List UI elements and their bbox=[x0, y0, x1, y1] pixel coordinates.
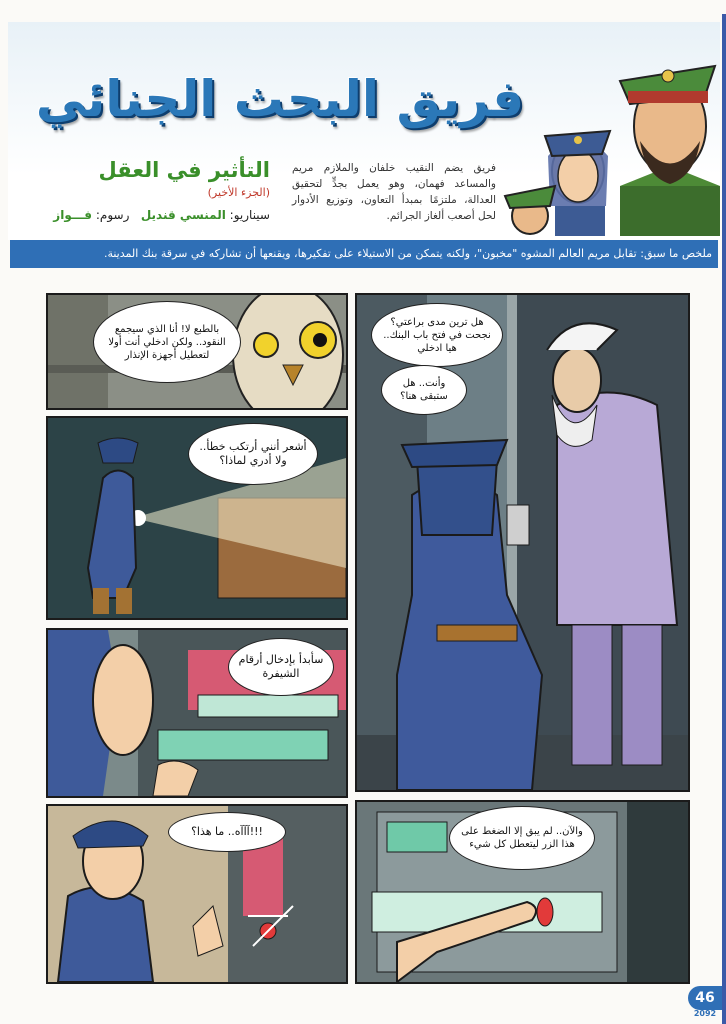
team-characters-illustration bbox=[500, 36, 720, 236]
credits-script-label: سيناريو: bbox=[229, 208, 270, 222]
speech-bubble-5: سأبدأ بإدخال أرقام الشيفرة bbox=[228, 638, 334, 696]
part-label: (الجزء الأخير) bbox=[207, 186, 270, 199]
issue-number: 2092 bbox=[693, 1009, 717, 1018]
speech-bubble-1: بالطبع لا! أنا الذي سيجمع النقود.. ولكن ادخلي أنت أولا لتعطيل أجهزة الإنذار bbox=[93, 301, 241, 383]
story-title: التأثير في العقل bbox=[98, 158, 270, 182]
team-intro-text: فريق يضم النقيب خلفان والملازم مريم والمساعد فهمان، وهو يعمل بجدٍّ لتحقيق العدالة، ملتزمًا بمبدأ التعاون، وتوزيع الأدوار لحل أصعب ألغاز الجرائم. bbox=[292, 162, 496, 222]
comic-panel-1 bbox=[46, 293, 348, 410]
credits-art-name: فـــواز bbox=[53, 208, 93, 222]
credits bbox=[40, 208, 270, 222]
speech-bubble-4: أشعر أنني أرتكب خطأ.. ولا أدري لماذا؟ bbox=[188, 423, 318, 485]
comic-panel-4 bbox=[46, 628, 348, 798]
speech-bubble-2: هل ترين مدى براعتي؟ نجحت في فتح باب البنك.. هيا ادخلي bbox=[371, 303, 503, 367]
comic-panel-3 bbox=[46, 416, 348, 620]
credits-art-label: رسوم: bbox=[95, 208, 130, 222]
comic-panel-2 bbox=[355, 293, 690, 792]
speech-bubble-6: !!!آآآه.. ما هذا؟ bbox=[168, 812, 286, 852]
series-title: فريق البحث الجنائي bbox=[35, 70, 525, 128]
credits-script-name: المنسي قنديل bbox=[140, 208, 226, 222]
speech-bubble-7: والآن.. لم يبق إلا الضغط على هذا الزر ليتعطل كل شيء bbox=[449, 806, 595, 870]
comic-panel-5 bbox=[46, 804, 348, 984]
previously-summary-bar: ملخص ما سبق: تقابل مريم العالم المشوه "مخبون"، ولكنه يتمكن من الاستيلاء على تفكيرها، ويقنعها أن تشاركه في سرقة بنك المدينة. bbox=[10, 240, 718, 268]
speech-bubble-3: وأنت.. هل ستبقى هنا؟ bbox=[381, 365, 467, 415]
page-number: 46 bbox=[688, 986, 722, 1010]
comic-panel-6 bbox=[355, 800, 690, 984]
